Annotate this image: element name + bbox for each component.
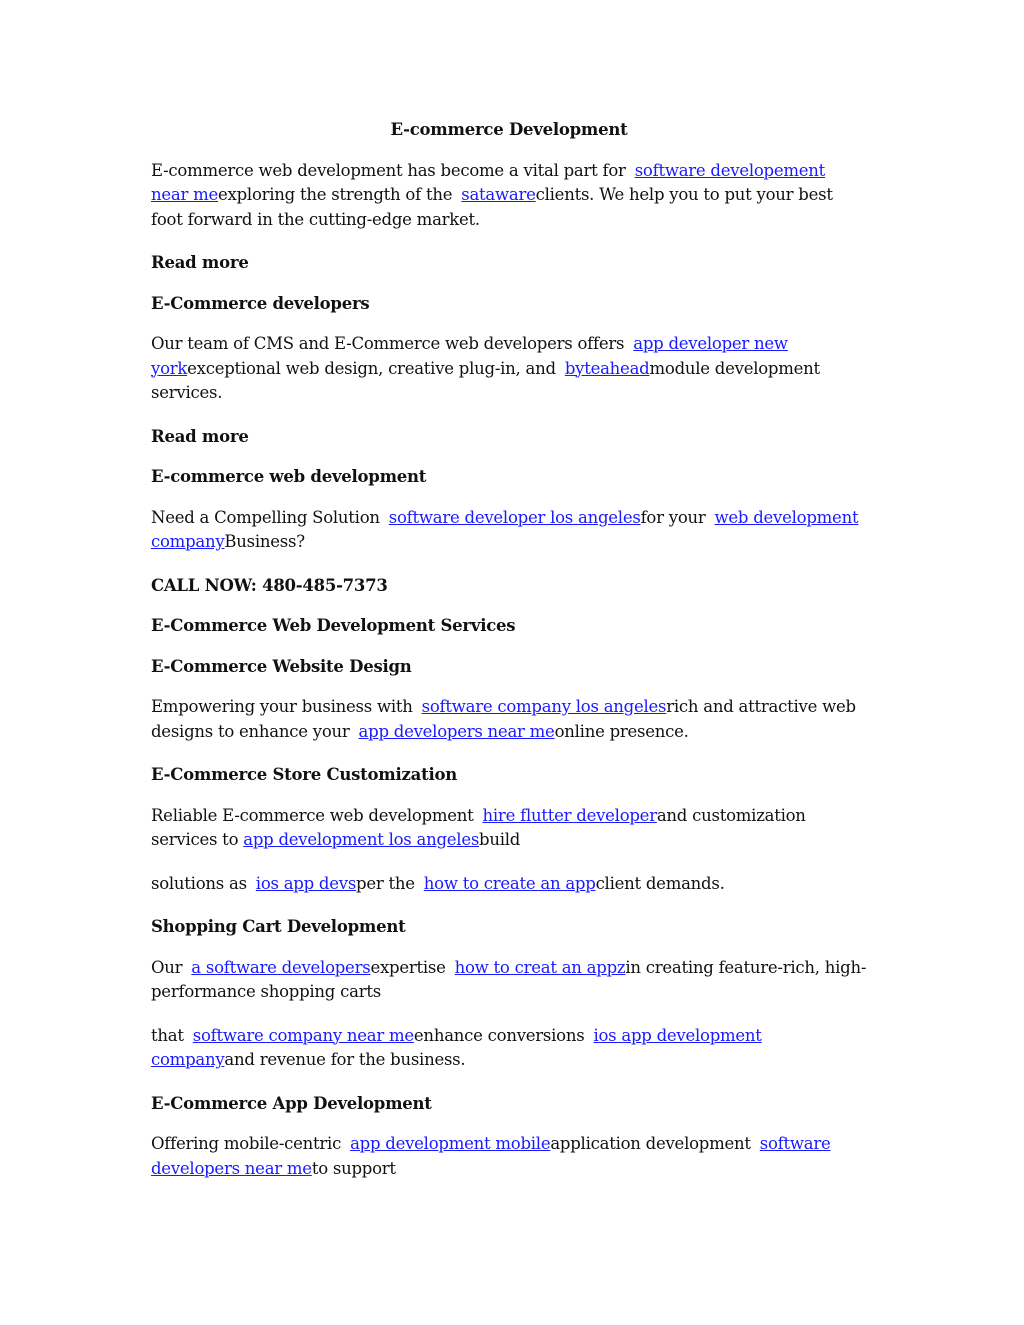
shopping-cart-paragraph-2 — [151, 1024, 867, 1073]
link-software-company-near-me[interactable]: software company near me — [192, 1025, 414, 1045]
intro-paragraph — [151, 159, 867, 233]
website-design-text-3: online presence. — [554, 721, 689, 741]
shopping-cart-paragraph-1 — [151, 956, 867, 1005]
link-app-development-mobile[interactable]: app development mobile — [350, 1134, 551, 1153]
app-dev-text-1: Offering mobile-centric — [151, 1134, 342, 1153]
heading-store-customization: E-Commerce Store Customization — [151, 765, 457, 784]
shopping-cart-text-4: that — [151, 1025, 184, 1045]
link-how-to-creat-an-appz[interactable]: how to creat an appz — [454, 957, 626, 977]
link-app-developers-near-me[interactable]: app developers near me — [358, 721, 555, 741]
store-custom-text-5: per the — [356, 873, 415, 893]
shopping-cart-text-5: enhance conversions — [413, 1025, 585, 1045]
web-dev-paragraph — [151, 506, 867, 555]
shopping-cart-text-2: expertise — [370, 957, 446, 977]
link-a-software-developers[interactable]: a software developers — [191, 957, 371, 977]
link-hire-flutter-developer[interactable]: hire flutter developer — [482, 805, 657, 825]
link-sataware[interactable]: sataware — [461, 185, 536, 204]
store-custom-paragraph-1 — [151, 804, 867, 853]
intro-text-1: E-commerce web development has become a vital part for — [151, 160, 626, 180]
store-custom-text-4: solutions as — [151, 873, 247, 893]
call-now: CALL NOW: 480-485-7373 — [151, 575, 388, 595]
developers-paragraph — [151, 332, 867, 406]
web-dev-text-3: Business? — [224, 532, 305, 551]
shopping-cart-text-1: Our — [151, 957, 183, 977]
store-custom-text-2: and customization services to — [151, 805, 806, 849]
link-byteahead[interactable]: byteahead — [564, 358, 650, 378]
developers-text-3: module development services. — [151, 358, 820, 402]
link-app-developer-new-york[interactable]: app developer new york — [151, 334, 788, 378]
heading-ecommerce-developers: E-Commerce developers — [151, 293, 370, 313]
store-custom-text-3: build — [479, 830, 521, 849]
heading-shopping-cart: Shopping Cart Development — [151, 917, 406, 936]
shopping-cart-text-3: in creating feature-rich, high-performance shopping carts — [151, 957, 867, 1001]
developers-text-2: exceptional web design, creative plug-in, and — [187, 358, 556, 378]
website-design-paragraph — [151, 695, 867, 744]
store-custom-paragraph-2 — [151, 872, 867, 897]
web-dev-text-1: Need a Compelling Solution — [151, 507, 380, 527]
link-software-company-los-angeles[interactable]: software company los angeles — [421, 697, 667, 716]
developers-text-1: Our team of CMS and E-Commerce web developers offers — [151, 334, 625, 353]
website-design-text-1: Empowering your business with — [151, 697, 413, 716]
web-dev-text-2: for your — [640, 507, 706, 527]
link-software-developement-near-me[interactable]: software developement near me — [151, 160, 826, 204]
link-software-developers-near-me[interactable]: software developers near me — [151, 1134, 831, 1178]
app-dev-text-3: to support — [311, 1158, 396, 1178]
read-more-2: Read more — [151, 426, 249, 446]
heading-app-development: E-Commerce App Development — [151, 1093, 432, 1113]
page-title: E-commerce Development — [390, 120, 628, 139]
link-ios-app-devs[interactable]: ios app devs — [255, 873, 357, 893]
app-dev-paragraph — [151, 1132, 867, 1181]
intro-text-3: clients. We help you to put your best foot forward in the cutting-edge market. — [151, 185, 833, 229]
heading-services: E-Commerce Web Development Services — [151, 616, 516, 635]
link-how-to-create-an-app[interactable]: how to create an app — [423, 873, 596, 893]
store-custom-text-1: Reliable E-commerce web development — [151, 805, 474, 825]
document-page — [151, 118, 867, 1200]
link-app-development-los-angeles[interactable]: app development los angeles — [243, 830, 480, 849]
link-ios-app-development-company[interactable]: ios app development company — [151, 1025, 762, 1069]
link-software-developer-los-angeles[interactable]: software developer los angeles — [388, 507, 641, 527]
shopping-cart-text-6: and revenue for the business. — [224, 1050, 466, 1069]
read-more-1: Read more — [151, 253, 249, 272]
app-dev-text-2: application development — [550, 1134, 751, 1153]
store-custom-text-6: client demands. — [595, 873, 725, 893]
website-design-text-2: rich and attractive web designs to enhance your — [151, 697, 856, 741]
heading-ecommerce-web-development: E-commerce web development — [151, 467, 427, 486]
heading-website-design: E-Commerce Website Design — [151, 656, 412, 676]
intro-text-2: exploring the strength of the — [218, 185, 453, 204]
link-web-development-company[interactable]: web development company — [151, 507, 859, 551]
